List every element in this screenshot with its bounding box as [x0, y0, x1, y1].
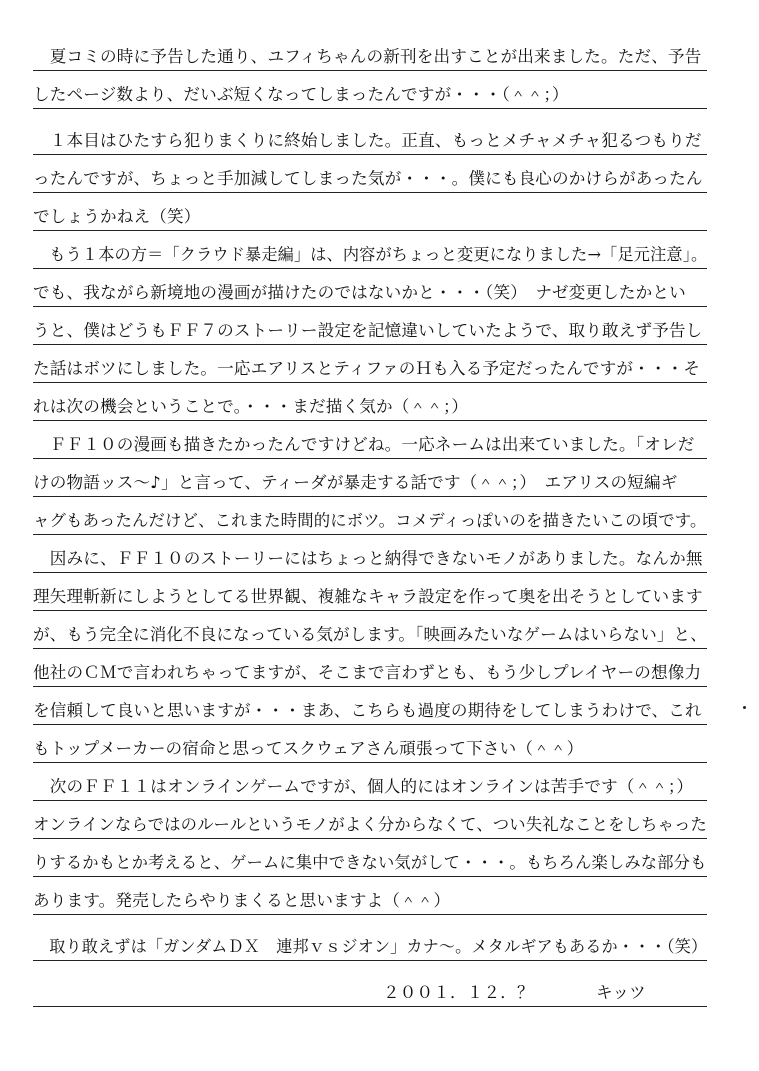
- text-line: [33, 923, 707, 961]
- line-text: 夏コミの時に予告した通り、ユフィちゃんの新刊を出すことが出来ました。ただ、予告: [33, 47, 702, 67]
- ink-speck: [743, 706, 746, 709]
- text-line: [33, 117, 707, 155]
- line-text: 理矢理斬新にしようとしてる世界観、複雑なキャラ設定を作って奥を出そうとしています: [33, 587, 703, 607]
- line-text: ャグもあったんだけど、これまた時間的にボツ。コメディっぽいのを描きたいこの頃です。: [33, 511, 707, 531]
- text-line: [33, 345, 707, 383]
- line-text: が、もう完全に消化不良になっている気がします。「映画みたいなゲームはいらない」と、: [33, 625, 707, 645]
- line-text: 因みに、ＦＦ１０のストーリーにはちょっと納得できないモノがありました。なんか無: [33, 549, 703, 569]
- text-line: [33, 269, 707, 307]
- line-text: ったんですが、ちょっと手加減してしまった気が・・・。僕にも良心のかけらがあったん: [33, 169, 703, 189]
- text-line: [33, 193, 707, 231]
- text-line: [33, 383, 707, 421]
- text-line: [33, 155, 707, 193]
- text-line: [33, 649, 707, 687]
- text-line: [33, 459, 707, 497]
- text-line: [33, 839, 707, 877]
- text-line: [33, 421, 707, 459]
- line-text: でも、我ながら新境地の漫画が描けたのではないかと・・・（笑） ナゼ変更したかとい: [33, 283, 686, 303]
- signature-line: [33, 969, 707, 1007]
- line-text: けの物語ッス～♪」と言って、ティーダが暴走する話です（＾＾；） エアリスの短編ギ: [33, 473, 678, 493]
- text-line: [33, 33, 707, 71]
- text-line: [33, 573, 707, 611]
- text-line: [33, 71, 707, 109]
- line-text: したページ数より、だいぶ短くなってしまったんですが・・・（＾＾；）: [33, 85, 569, 105]
- text-line: [33, 687, 707, 725]
- line-text: 次のＦＦ１１はオンラインゲームですが、個人的にはオンラインは苦手です（＾＾；）: [33, 777, 694, 797]
- text-line: [33, 725, 707, 763]
- line-text: うと、僕はどうもＦＦ７のストーリー設定を記憶違いしていたようで、取り敢えず予告し: [33, 321, 703, 341]
- text-line: [33, 801, 707, 839]
- line-text: あります。発売したらやりまくると思いますよ（＾＾）: [33, 891, 451, 911]
- line-text: た話はボツにしました。一応エアリスとティファのＨも入る予定だったんですが・・・そ: [33, 359, 701, 379]
- text-line: [33, 611, 707, 649]
- text-line: [33, 763, 707, 801]
- line-text: １本目はひたすら犯りまくりに終始しました。正直、もっとメチャメチャ犯るつもりだ: [33, 131, 702, 151]
- signature-author: キッツ: [596, 983, 646, 1003]
- line-text: を信頼して良いと思いますが・・・まあ、こちらも過度の期待をしてしまうわけで、これ: [33, 701, 702, 721]
- text-line: [33, 877, 707, 915]
- text-line: [33, 231, 707, 269]
- line-text: れは次の機会ということで。・・・まだ描く気か（＾＾；）: [33, 397, 469, 417]
- line-text: でしょうかねえ（笑）: [33, 207, 201, 227]
- text-line: [33, 535, 707, 573]
- signature-date: ２００１．１２．？: [383, 983, 534, 1003]
- line-text: りするかもとか考えると、ゲームに集中できない気がして・・・。もちろん楽しみな部分も: [33, 853, 707, 873]
- text-line: [33, 307, 707, 345]
- line-text: 他社のＣＭで言われちゃってますが、そこまで言わずとも、もう少しプレイヤーの想像力: [33, 663, 702, 683]
- line-text: もう１本の方＝「クラウド暴走編」は、内容がちょっと変更になりました→「足元注意」。: [33, 245, 708, 265]
- line-text: オンラインならではのルールというモノがよく分からなくて、つい失礼なことをしちゃった: [33, 815, 707, 835]
- line-text: 取り敢えずは「ガンダムＤＸ 連邦ｖｓジオン」カナ～。メタルギアもあるか・・・（笑）: [33, 937, 708, 957]
- line-text: ＦＦ１０の漫画も描きたかったんですけどね。一応ネームは出来ていました。「オレだ: [33, 435, 695, 455]
- text-line: [33, 497, 707, 535]
- line-text: もトップメーカーの宿命と思ってスクウェアさん頑張って下さい（＾＾）: [33, 739, 584, 759]
